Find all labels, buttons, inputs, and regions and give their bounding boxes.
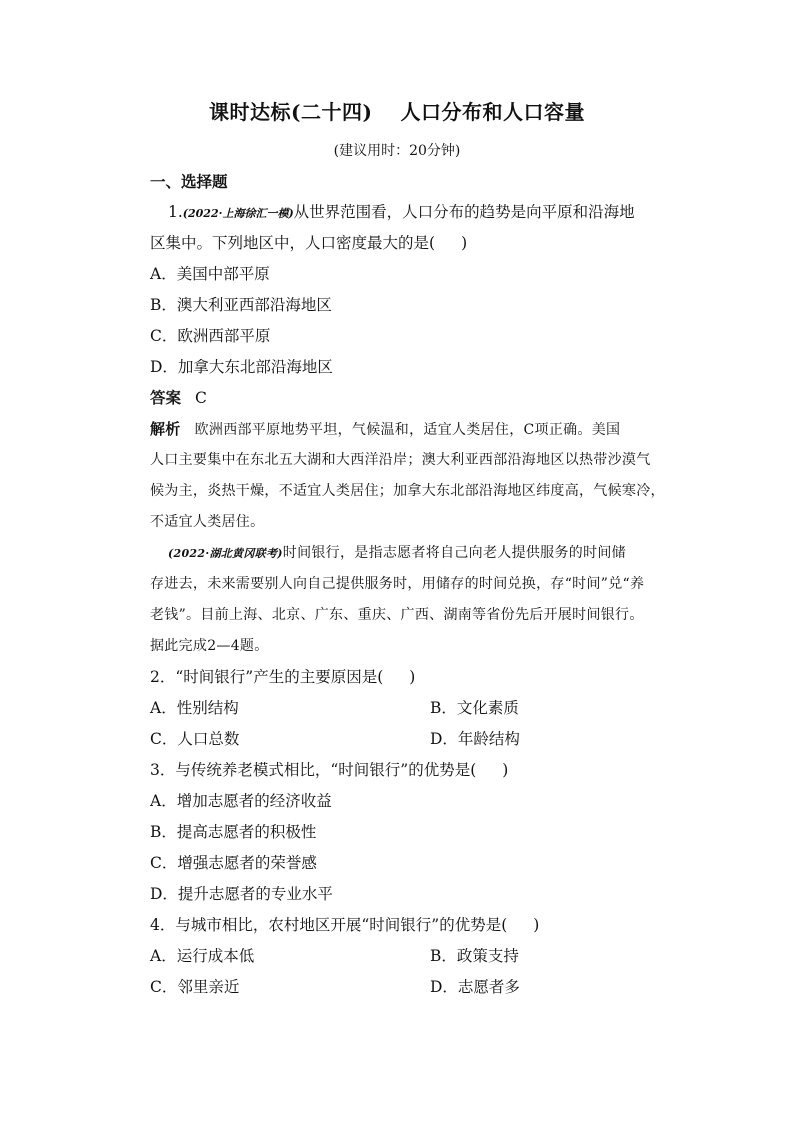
material-line3: 老钱”。目前上海、北京、广东、重庆、广西、湖南等省份先后开展时间银行。 [150, 607, 644, 623]
q2-stem-text: 2．“时间银行”产生的主要原因是( [150, 668, 384, 686]
page-title [0, 96, 794, 125]
q3-option-a: A．增加志愿者的经济收益 [150, 792, 332, 810]
q1-answer [150, 388, 207, 408]
analysis-text1: 欧洲西部平原地势平坦，气候温和，适宜人类居住，C项正确。美国 [194, 422, 621, 438]
q3-option-c: C．增强志愿者的荣誉感 [150, 854, 317, 872]
q2-option-b: B．文化素质 [430, 699, 519, 717]
q1-stem-text2: 区集中。下列地区中，人口密度最大的是( [150, 234, 436, 252]
q1-number: 1. [168, 203, 183, 221]
q4-stem [150, 915, 539, 935]
q1-stem-line1 [168, 202, 635, 224]
analysis-label: 解析 [150, 420, 181, 438]
q4-option-a: A．运行成本低 [150, 947, 255, 965]
material-source: (2022·湖北黄冈联考) [168, 547, 283, 560]
q3-option-b: B．提高志愿者的积极性 [150, 823, 317, 841]
q3-stem-end: ) [502, 761, 509, 779]
q1-analysis-line1 [150, 419, 620, 440]
q1-stem-end: ) [461, 234, 468, 252]
q4-stem-end: ) [533, 916, 540, 934]
q2-stem-end: ) [409, 668, 416, 686]
q1-source: (2022·上海徐汇一模) [182, 207, 294, 220]
q1-stem-line2 [150, 233, 467, 253]
q3-option-d: D．提升志愿者的专业水平 [150, 885, 333, 903]
material-line1 [168, 543, 626, 564]
q1-option-a: A．美国中部平原 [150, 265, 270, 283]
q1-analysis-line2: 人口主要集中在东北五大湖和大西洋沿岸；澳大利亚西部沿海地区以热带沙漠气 [150, 452, 651, 468]
q4-option-b: B．政策支持 [430, 947, 519, 965]
q4-stem-text: 4．与城市相比，农村地区开展“时间银行”的优势是( [150, 916, 508, 934]
q2-option-c: C．人口总数 [150, 730, 240, 748]
q2-option-a: A．性别结构 [150, 699, 239, 717]
q1-option-c: C．欧洲西部平原 [150, 327, 271, 345]
answer-label: 答案 [150, 388, 182, 407]
material-text1: 时间银行，是指志愿者将自己向老人提供服务的时间储 [282, 545, 626, 561]
q4-option-c: C．邻里亲近 [150, 978, 240, 996]
q2-option-d: D．年龄结构 [430, 730, 520, 748]
title-part2: 人口分布和人口容量 [400, 100, 585, 124]
title-part1: 课时达标(二十四) [209, 100, 373, 124]
q1-option-b: B．澳大利亚西部沿海地区 [150, 296, 332, 314]
q1-analysis-line4: 不适宜人类居住。 [150, 514, 265, 530]
q3-stem-text: 3．与传统养老模式相比，“时间银行”的优势是( [150, 761, 477, 779]
q1-analysis-line3: 候为主，炎热干燥，不适宜人类居住；加拿大东北部沿海地区纬度高，气候寒冷， [150, 483, 665, 499]
answer-value: C [195, 389, 207, 407]
q1-stem-text1: 从世界范围看，人口分布的趋势是向平原和沿海地 [293, 203, 635, 221]
q2-stem [150, 667, 415, 687]
page-subtitle: (建议用时：20分钟) [333, 143, 461, 159]
material-line4: 据此完成2—4题。 [150, 638, 269, 654]
material-line2: 存进去，未来需要别人向自己提供服务时，用储存的时间兑换，存“时间”兑“养 [150, 576, 645, 592]
q4-option-d: D．志愿者多 [430, 978, 520, 996]
q3-stem [150, 760, 508, 780]
section-heading: 一、选择题 [150, 172, 228, 191]
q1-option-d: D．加拿大东北部沿海地区 [150, 358, 333, 376]
